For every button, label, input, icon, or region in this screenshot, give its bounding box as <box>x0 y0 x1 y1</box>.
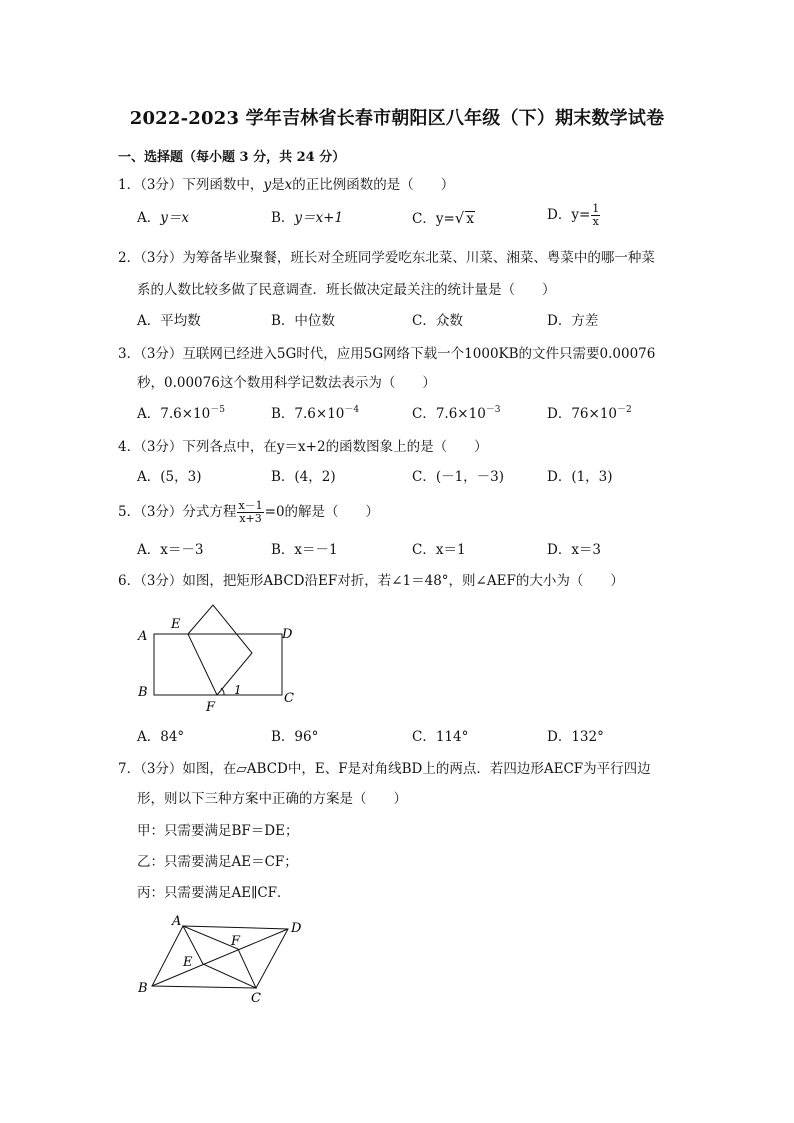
q6-option-a[interactable]: A．84° <box>137 729 185 745</box>
label-angle-1: 1 <box>234 683 242 697</box>
folded-flap <box>188 605 252 695</box>
label-e: E <box>171 617 181 632</box>
label-b: B <box>138 685 148 700</box>
q4-option-b[interactable]: B．(4，2) <box>271 469 336 485</box>
fraction <box>591 203 600 228</box>
fold-line-ef <box>188 634 217 695</box>
q3-option-b[interactable] <box>271 405 359 423</box>
q3-option-a[interactable] <box>137 405 225 423</box>
q6-option-b[interactable]: B．96° <box>271 729 319 745</box>
q6-option-c[interactable]: C．114° <box>412 729 469 745</box>
option-exponent: －2 <box>617 405 632 415</box>
q3-stem-line2: 秒，0.00076这个数用科学记数法表示为（ ） <box>137 375 436 391</box>
q3-stem-line1: 3．（3分）互联网已经进入5G时代，应用5G网络下载一个1000KB的文件只需要0.00076 <box>118 346 656 362</box>
q2-option-a[interactable]: A．平均数 <box>137 313 201 329</box>
q1-option-d[interactable] <box>547 203 601 228</box>
fraction-denominator: x <box>592 215 599 228</box>
option-expr: y＝x <box>160 210 189 226</box>
q2-stem-line2: 系的人数比较多做了民意调查．班长做决定最关注的统计量是（ ） <box>137 282 556 298</box>
option-base: C．7.6×10 <box>412 406 486 422</box>
q5-stem-post: =0的解是（ ） <box>264 504 380 520</box>
q7-plan-jia: 甲：只需要满足BF＝DE； <box>137 823 299 839</box>
q2-option-d[interactable]: D．方差 <box>547 313 599 329</box>
exam-title: 2022-2023 学年吉林省长春市朝阳区八年级（下）期末数学试卷 <box>129 108 665 129</box>
q7-stem-line2: 形，则以下三种方案中正确的方案是（ ） <box>137 791 407 807</box>
label-d: D <box>282 627 293 642</box>
q1-option-b[interactable] <box>271 209 343 227</box>
label-c: C <box>284 691 294 706</box>
q1-option-c[interactable] <box>412 209 475 228</box>
q4-option-a[interactable]: A．(5，3) <box>137 469 202 485</box>
fraction <box>237 500 263 525</box>
q4-option-d[interactable]: D．(1，3) <box>547 469 613 485</box>
option-label: B． <box>271 210 295 226</box>
label-e: E <box>183 955 193 970</box>
label-f: F <box>231 934 241 949</box>
q5-option-a[interactable]: A．x＝－3 <box>137 542 204 558</box>
q1-stem-post: 的正比例函数的是（ ） <box>292 177 455 193</box>
option-base: B．7.6×10 <box>271 406 345 422</box>
option-label: C． <box>412 211 436 227</box>
fraction-numerator: x－1 <box>238 499 263 512</box>
q5-option-d[interactable]: D．x＝3 <box>547 542 602 558</box>
option-exponent: －3 <box>485 405 501 415</box>
q2-stem-line1: 2．（3分）为筹备毕业聚餐，班长对全班同学爱吃东北菜、川菜、湘菜、粤菜中的哪一种菜 <box>118 250 655 266</box>
q5-stem-pre: 5．（3分）分式方程 <box>118 504 237 520</box>
angle-1-arc <box>221 688 224 695</box>
label-c: C <box>251 991 261 1006</box>
q7-plan-yi: 乙：只需要满足AE＝CF； <box>137 854 298 870</box>
option-base: A．7.6×10 <box>137 406 211 422</box>
q1-var-y: y <box>263 177 272 193</box>
option-label: A． <box>137 210 161 226</box>
q2-option-c[interactable]: C．众数 <box>412 313 463 329</box>
q5-option-b[interactable]: B．x＝－1 <box>271 542 338 558</box>
quadrilateral-aecf <box>183 926 256 988</box>
option-expr: y＝x+1 <box>294 210 344 226</box>
fraction-denominator: x+3 <box>239 512 262 525</box>
option-label: D． <box>547 207 572 223</box>
q5-stem <box>118 500 379 525</box>
label-f: F <box>206 700 216 715</box>
q2-option-b[interactable]: B．中位数 <box>271 313 335 329</box>
q6-stem: 6．（3分）如图，把矩形ABCD沿EF对折，若∠1＝48°，则∠AEF的大小为（ ） <box>118 573 624 589</box>
q7-parallelogram-figure <box>130 912 320 1007</box>
rectangle-abcd <box>154 634 282 695</box>
sqrt-symbol: √ <box>454 209 465 227</box>
fraction-numerator: 1 <box>592 202 600 215</box>
q1-stem-pre: 1．（3分）下列函数中， <box>118 177 264 193</box>
q1-stem-mid: 是 <box>271 177 285 193</box>
section-heading: 一、选择题（每小题 3 分，共 24 分） <box>118 150 346 165</box>
q6-option-d[interactable]: D．132° <box>547 729 604 745</box>
q1-stem <box>118 176 454 194</box>
q1-var-x: x <box>284 177 293 193</box>
label-a: A <box>172 914 182 929</box>
q1-option-a[interactable] <box>137 209 189 227</box>
q3-option-c[interactable] <box>412 405 501 423</box>
option-expr-pre: y= <box>571 207 591 223</box>
q3-option-d[interactable] <box>547 405 632 423</box>
option-exponent: －4 <box>344 405 360 415</box>
diagonal-bd <box>152 929 288 986</box>
label-a: A <box>138 629 148 644</box>
sqrt-radicand: x <box>466 211 474 227</box>
label-d: D <box>291 921 302 936</box>
q4-option-c[interactable]: C．(－1，－3) <box>412 469 505 485</box>
q5-option-c[interactable]: C．x＝1 <box>412 542 466 558</box>
option-expr-pre: y= <box>435 211 455 227</box>
option-exponent: －5 <box>210 405 225 415</box>
option-base: D．76×10 <box>547 406 617 422</box>
q7-stem-line1: 7．（3分）如图，在▱ABCD中，E、F是对角线BD上的两点．若四边形AECF为平行四边 <box>118 761 651 777</box>
q6-rectangle-fold-figure <box>130 598 310 716</box>
q7-plan-bing: 丙：只需要满足AE∥CF． <box>137 885 291 901</box>
q4-stem: 4．（3分）下列各点中，在y＝x+2的函数图象上的是（ ） <box>118 439 488 455</box>
label-b: B <box>138 981 148 996</box>
